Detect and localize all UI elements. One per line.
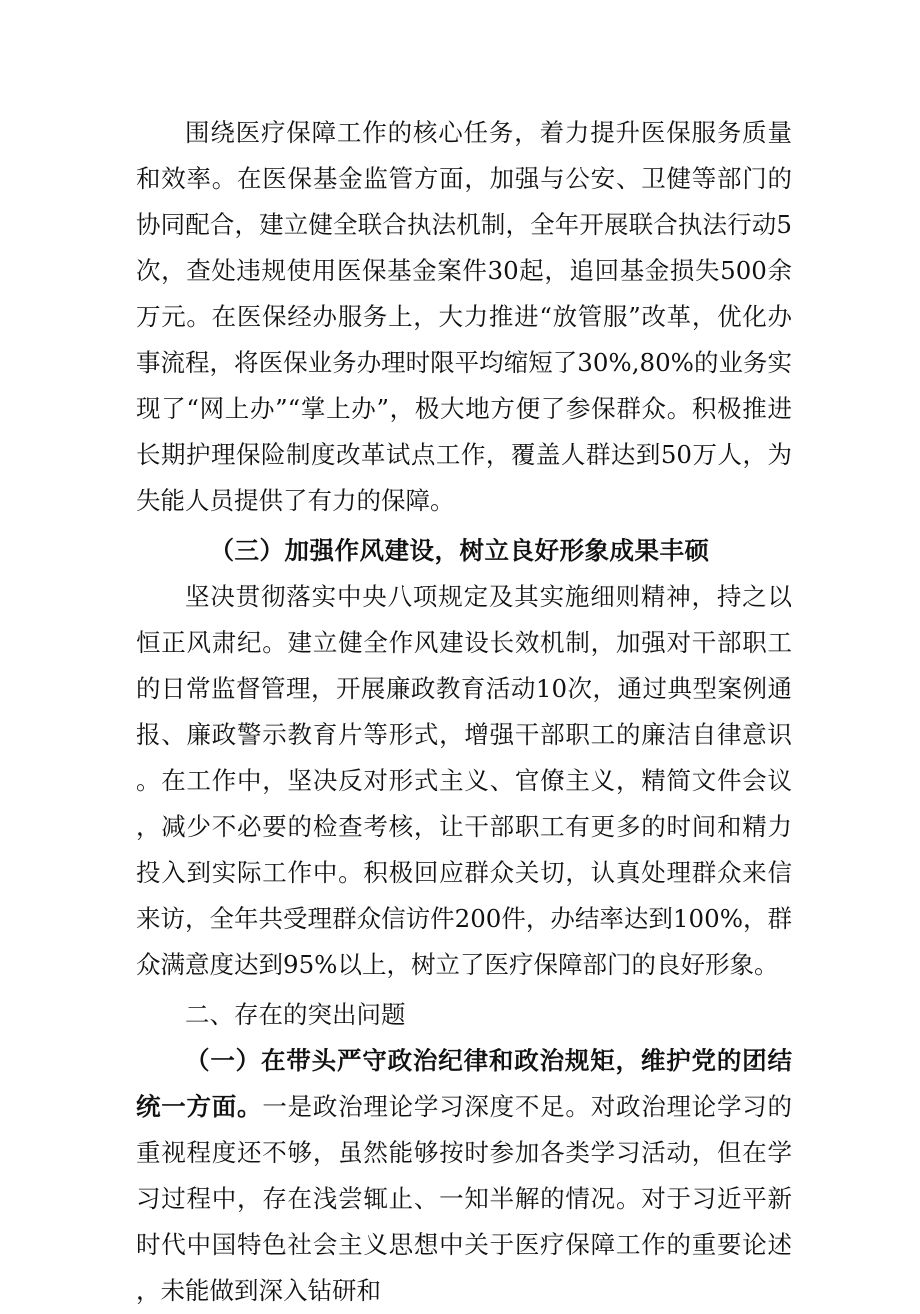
paragraph-work-style: 坚决贯彻落实中央八项规定及其实施细则精神，持之以恒正风肃纪。建立健全作风建设长效机制，加强对干部职工的日常监督管理，开展廉政教育活动10次，通过典型案例通报、廉政警示教育片等形式，增强干部职工的廉洁自律意识。在工作中，坚决反对形式主义、官僚主义，精简文件会议，减少不必要的检查考核，让干部职工有更多的时间和精力投入到实际工作中。积极回应群众关切，认真处理群众来信来访，全年共受理群众信访件200件，办结率达到100%，群众满意度达到95%以上，树立了医疗保障部门的良好形象。 (136, 582, 792, 979)
section-3-heading: （三）加强作风建设，树立良好形象成果丰硕 (209, 536, 710, 565)
paragraph-political-discipline (136, 1038, 792, 1314)
subsection-1-lead: （一）在带头严守政治纪律和政治规矩，维护党的团结统一方面。 (136, 1046, 792, 1121)
paragraph-medical-service-efficiency: 围绕医疗保障工作的核心任务，着力提升医保服务质量和效率。在医保基金监管方面，加强与公安、卫健等部门的协同配合，建立健全联合执法机制，全年开展联合执法行动5次，查处违规使用医保基金案件30起，追回基金损失500余万元。在医保经办服务上，大力推进“放管服”改革，优化办事流程，将医保业务办理时限平均缩短了30%,80%的业务实现了“网上办”“掌上办”，极大地方便了参保群众。积极推进长期护理保险制度改革试点工作，覆盖人群达到50万人，为失能人员提供了有力的保障。 (136, 118, 792, 515)
subsection-1-text: 一是政治理论学习深度不足。对政治理论学习的重视程度还不够，虽然能够按时参加各类学习活动，但在学习过程中，存在浅尝辄止、一知半解的情况。对于习近平新时代中国特色社会主义思想中关于医疗保障工作的重要论述，未能做到深入钻研和 (136, 1092, 793, 1305)
part-2-heading: 二、存在的突出问题 (185, 1000, 406, 1029)
